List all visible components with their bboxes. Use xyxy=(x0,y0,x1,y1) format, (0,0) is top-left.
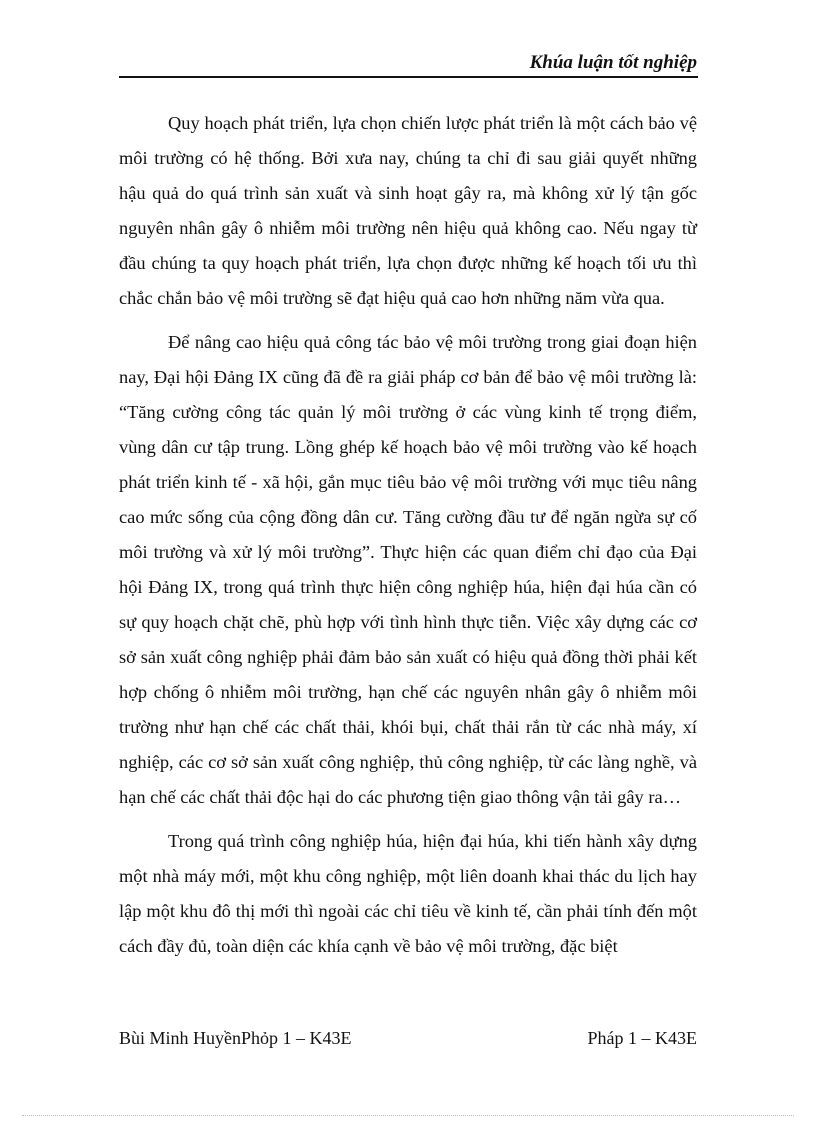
footer-author: Bùi Minh HuyềnPhỏp 1 – K43E xyxy=(119,1028,352,1048)
header-title: Khúa luận tốt nghiệp xyxy=(529,52,697,73)
footer xyxy=(119,1028,697,1049)
paragraph-3: Trong quá trình công nghiệp húa, hiện đại húa, khi tiến hành xây dựng một nhà máy mới, một khu công nghiệp, một liên doanh khai thác du lịch hay lập một khu đô thị mới thì ngoài các chỉ tiêu về kinh tế, cần phải tính đến một cách đầy đủ, toàn diện các khía cạnh về bảo vệ môi trường, đặc biệt xyxy=(119,831,697,956)
paragraph-1: Quy hoạch phát triển, lựa chọn chiến lược phát triển là một cách bảo vệ môi trường có hệ thống. Bởi xưa nay, chúng ta chỉ đi sau giải quyết những hậu quả do quá trình sản xuất và sinh hoạt gây ra, mà không xử lý tận gốc nguyên nhân gây ô nhiễm môi trường nên hiệu quả không cao. Nếu ngay từ đầu chúng ta quy hoạch phát triển, lựa chọn được những kế hoạch tối ưu thì chắc chắn bảo vệ môi trường sẽ đạt hiệu quả cao hơn những năm vừa qua. xyxy=(119,113,697,308)
footer-class: Pháp 1 – K43E xyxy=(587,1028,697,1048)
page-bottom-divider xyxy=(22,1115,794,1116)
body-text xyxy=(119,106,697,973)
paragraph-2: Để nâng cao hiệu quả công tác bảo vệ môi trường trong giai đoạn hiện nay, Đại hội Đảng IX cũng đã đề ra giải pháp cơ bản để bảo vệ môi trường là: “Tăng cường công tác quản lý môi trường ở các vùng kinh tế trọng điểm, vùng dân cư tập trung. Lồng ghép kế hoạch bảo vệ môi trường vào kế hoạch phát triển kinh tế - xã hội, gắn mục tiêu bảo vệ môi trường với mục tiêu nâng cao mức sống của cộng đồng dân cư. Tăng cường đầu tư để ngăn ngừa sự cố môi trường và xử lý môi trường”. Thực hiện các quan điểm chỉ đạo của Đại hội Đảng IX, trong quá trình thực hiện công nghiệp húa, hiện đại húa cần có sự quy hoạch chặt chẽ, phù hợp với tình hình thực tiễn. Việc xây dựng các cơ sở sản xuất công nghiệp phải đảm bảo sản xuất có hiệu quả đồng thời phải kết hợp chống ô nhiễm môi trường, hạn chế các nguyên nhân gây ô nhiễm môi trường như hạn chế các chất thải, khói bụi, chất thải rắn từ các nhà máy, xí nghiệp, các cơ sở sản xuất công nghiệp, thủ công nghiệp, từ các làng nghề, và hạn chế các chất thải độc hại do các phương tiện giao thông vận tải gây ra… xyxy=(119,332,697,807)
header-rule xyxy=(119,76,698,78)
